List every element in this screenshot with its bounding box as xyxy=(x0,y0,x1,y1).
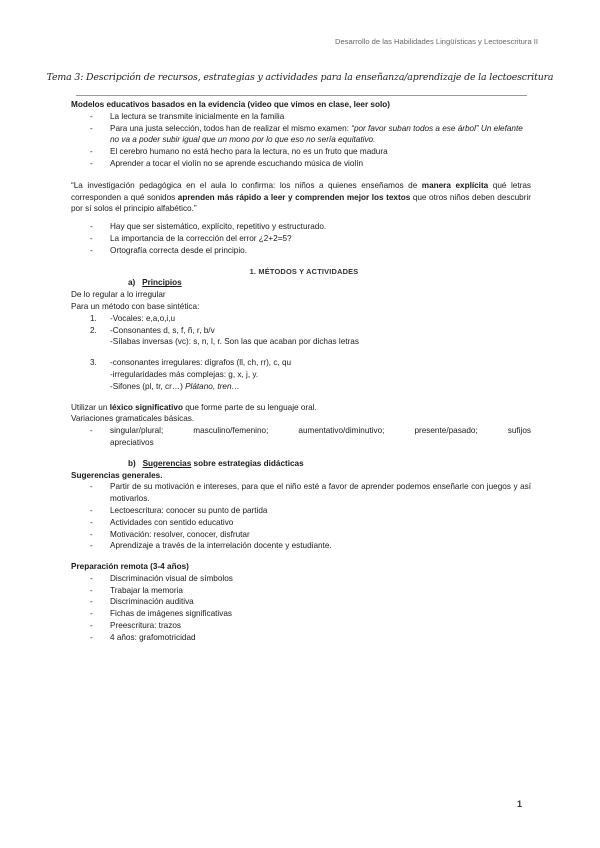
modelos-list xyxy=(71,111,531,170)
item-text: -Sifones (pl, tr, cr…) xyxy=(110,381,186,391)
text: Utilizar un xyxy=(71,402,110,412)
quote-text: que otros niños deben descubrir por sí solos el principio alfabético.” xyxy=(71,192,531,214)
spacer xyxy=(71,348,531,357)
subsection-label: a) xyxy=(128,278,136,288)
text-line: De lo regular a lo irregular xyxy=(71,290,166,300)
list-item: - 4 años: grafomotricidad xyxy=(71,632,531,644)
subsection-label: b) xyxy=(128,458,136,468)
list-item: - Hay que ser sistemático, explícito, repetitivo y estructurado. xyxy=(71,221,531,233)
subsection-title-rest: sobre estrategias didácticas xyxy=(191,458,304,468)
research-quote xyxy=(71,180,531,215)
item-continuation: -Sílabas inversas (vc): s, n, l, r. Son las que acaban por dichas letras xyxy=(110,337,359,347)
generales-heading: Sugerencias generales. xyxy=(71,470,163,480)
modelos-heading: Modelos educativos basados en la evidencia (video que vimos en clase, leer solo) xyxy=(71,100,390,109)
remota-list xyxy=(71,573,531,644)
quote-text: “La investigación pedagógica en el aula lo confirma: los niños a quienes enseñamos de xyxy=(71,180,422,190)
list-item: - Discriminación auditiva xyxy=(71,596,531,608)
page-number: 1 xyxy=(517,799,523,809)
numbered-item xyxy=(71,357,531,369)
variaciones-row xyxy=(110,425,531,437)
list-item-text: La lectura se transmite inicialmente en la familia xyxy=(110,111,285,121)
item-text: -consonantes irregulares: dígrafos (ll, ch, rr), c, qu xyxy=(110,358,292,368)
numbered-item xyxy=(71,313,531,325)
numbered-item xyxy=(71,325,531,337)
page-title: Tema 3: Descripción de recursos, estrategias y actividades para la enseñanza/aprendizaje de la lectoescritura xyxy=(46,72,554,83)
list-item xyxy=(71,425,531,449)
variacion: aumentativo/diminutivo; xyxy=(298,426,385,436)
list-item: - Ortografía correcta desde el principio. xyxy=(71,245,531,257)
variacion: - singular/plural; xyxy=(110,426,164,436)
running-header: Desarrollo de las Habilidades Lingüísticas y Lectoescritura II xyxy=(334,37,538,46)
item-number: 2. xyxy=(90,325,97,335)
list-item xyxy=(71,123,531,147)
quote-text: qué letras corresponden a qué sonidos xyxy=(71,180,531,202)
lexico-line xyxy=(71,402,531,414)
list-item: - Preescritura: trazos xyxy=(71,620,531,632)
list-item: - Partir de su motivación e intereses, para que el niño esté a favor de aprender podemos enseñarle con juegos y así motivarlos. xyxy=(71,481,531,505)
document-body xyxy=(71,99,531,644)
item-continuation xyxy=(71,381,531,393)
item-number: 3. xyxy=(90,358,97,368)
title-divider xyxy=(76,95,527,96)
emphasis: léxico significativo xyxy=(109,402,183,412)
text: que forme parte de su lenguaje oral. xyxy=(182,402,317,412)
list-item xyxy=(71,111,531,123)
variacion-continuation: apreciativos xyxy=(110,437,154,447)
item-continuation: -irregularidades más complejas: g, x, j, y. xyxy=(110,369,259,379)
sugerencias-heading xyxy=(71,458,531,470)
spacer xyxy=(71,449,531,458)
list-item: - La importancia de la corrección del error ¿2+2=5? xyxy=(71,233,531,245)
list-item-italic-text: “por favor suban todos a ese árbol” Un elefante no va a poder subir igual que un mono por lo que eso no sería equitativo. xyxy=(110,123,523,145)
item-text: -Vocales: e,a,o,i,u xyxy=(110,313,176,323)
item-number: 1. xyxy=(90,313,97,323)
remota-heading: Preparación remota (3-4 años) xyxy=(71,562,189,572)
list-item-text: Para una justa selección, todos han de realizar el mismo examen: xyxy=(110,123,352,133)
list-item xyxy=(71,158,531,170)
variacion: masculino/femenino; xyxy=(193,426,269,436)
item-text: -Consonantes d, s, f, ñ, r, b/v xyxy=(110,325,215,335)
variacion: sufijos xyxy=(507,426,531,436)
text-line: Para un método con base sintética: xyxy=(71,301,200,311)
subsection-title: Sugerencias xyxy=(142,458,192,468)
principios-heading xyxy=(71,277,531,289)
section-heading: 1. MÉTODOS Y ACTIVIDADES xyxy=(249,266,359,276)
item-italic-text: Plátano, tren… xyxy=(185,381,240,391)
list-item: - Aprendizaje a través de la interrelación docente y estudiante. xyxy=(71,540,531,552)
list-item-text: El cerebro humano no está hecho para la lectura, no es un fruto que madura xyxy=(110,147,388,157)
quote-emphasis: aprenden más rápido a leer y comprenden mejor los textos xyxy=(177,192,411,202)
subsection-title: Principios xyxy=(142,278,182,288)
list-item-text: Aprender a tocar el violín no se aprende escuchando música de violín xyxy=(110,158,364,168)
list-item: - Discriminación visual de símbolos xyxy=(71,573,531,585)
list-item: - Fichas de imágenes significativas xyxy=(71,608,531,620)
list-item: - Actividades con sentido educativo xyxy=(71,517,531,529)
sugerencias-list xyxy=(71,481,531,552)
quote-list xyxy=(71,221,531,256)
variacion: presente/pasado; xyxy=(414,426,478,436)
text-line: Variaciones gramaticales básicas. xyxy=(71,414,195,424)
list-item: - Trabajar la memoria xyxy=(71,585,531,597)
list-item: - Lectoescritura: conocer su punto de partida xyxy=(71,505,531,517)
list-item xyxy=(71,146,531,158)
spacer xyxy=(71,393,531,402)
spacer xyxy=(71,257,531,266)
quote-emphasis: manera explícita xyxy=(421,180,489,190)
variaciones-list xyxy=(71,425,531,449)
spacer xyxy=(71,552,531,561)
list-item: - Motivación: resolver, conocer, disfrutar xyxy=(71,529,531,541)
